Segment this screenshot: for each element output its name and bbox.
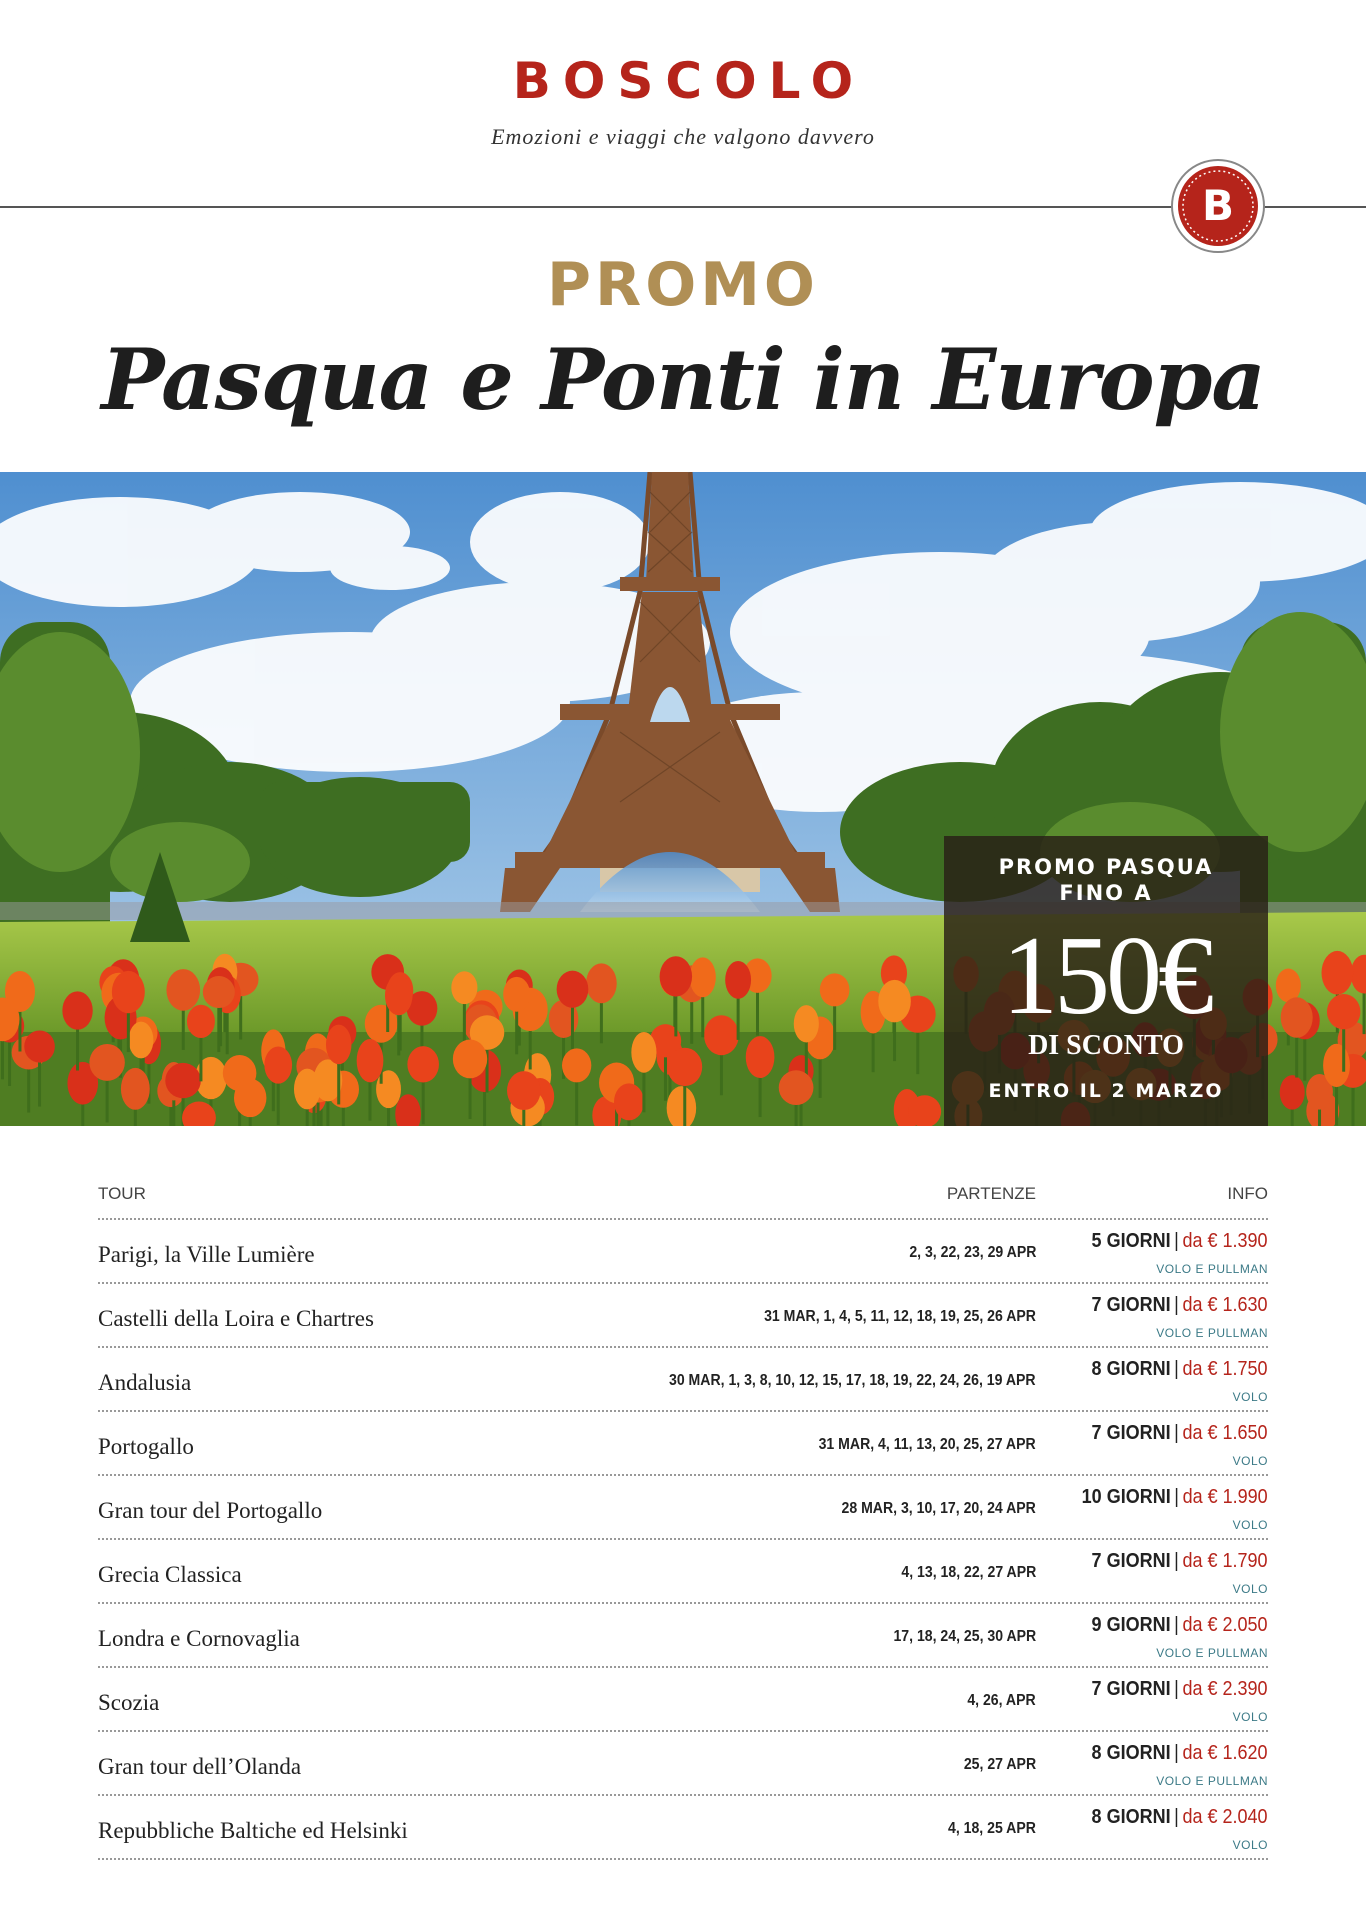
- tulip-flower: [1280, 1075, 1305, 1110]
- tulip-flower: [794, 1005, 819, 1042]
- table-body: [98, 1220, 1268, 1860]
- tour-name: Scozia: [98, 1690, 160, 1715]
- tour-departures: 31 MAR, 4, 11, 13, 20, 25, 27 APR: [818, 1436, 1036, 1453]
- info-separator: |: [1174, 1806, 1180, 1828]
- table-row: [98, 1540, 1268, 1604]
- tulip-flower: [631, 1032, 656, 1073]
- tulip-flower: [129, 1022, 154, 1059]
- info-separator: |: [1174, 1294, 1180, 1316]
- tulip-flower: [746, 1036, 775, 1078]
- tulip-flower: [507, 1071, 541, 1110]
- tour-name: Londra e Cornovaglia: [98, 1626, 300, 1651]
- tour-name: Grecia Classica: [98, 1562, 242, 1587]
- promo-line-2: FINO A: [1059, 881, 1153, 905]
- tulip-flower: [704, 1015, 739, 1055]
- tulip-flower: [614, 1083, 644, 1120]
- tour-info: [1092, 1230, 1268, 1253]
- tour-departures: 4, 26, APR: [967, 1692, 1036, 1709]
- tour-info: [1092, 1422, 1268, 1445]
- table-row: [98, 1284, 1268, 1348]
- tour-name: Parigi, la Ville Lumière: [98, 1242, 315, 1267]
- tour-transport: VOLO: [1232, 1518, 1268, 1532]
- tour-name: Castelli della Loira e Chartres: [98, 1306, 374, 1331]
- header-departures: PARTENZE: [946, 1184, 1036, 1203]
- tour-duration: 8 GIORNI: [1092, 1742, 1172, 1764]
- header-divider: [0, 206, 1366, 208]
- tour-duration: 7 GIORNI: [1092, 1422, 1172, 1444]
- tour-price: da € 1.630: [1182, 1294, 1268, 1316]
- tour-price: da € 1.620: [1182, 1742, 1268, 1764]
- header: [0, 0, 1366, 230]
- tour-name: Portogallo: [98, 1434, 194, 1459]
- table-row: [98, 1220, 1268, 1284]
- promo-deadline: ENTRO IL 2 MARZO: [988, 1080, 1224, 1102]
- info-separator: |: [1174, 1422, 1180, 1444]
- tour-departures: 25, 27 APR: [963, 1756, 1036, 1773]
- tulip-flower: [1327, 994, 1360, 1029]
- tour-duration: 10 GIORNI: [1082, 1486, 1172, 1508]
- tour-departures: 17, 18, 24, 25, 30 APR: [893, 1628, 1036, 1645]
- tour-duration: 7 GIORNI: [1092, 1550, 1172, 1572]
- tulip-flower: [562, 1048, 591, 1082]
- promo-discount-text: DI SCONTO: [1028, 1030, 1184, 1061]
- info-separator: |: [1174, 1678, 1180, 1700]
- tulip-flower: [24, 1030, 55, 1062]
- info-separator: |: [1174, 1742, 1180, 1764]
- tulip-flower: [586, 963, 617, 1003]
- table-row: [98, 1604, 1268, 1668]
- tour-info: [1092, 1550, 1268, 1573]
- tour-name: Andalusia: [98, 1370, 192, 1395]
- tour-transport: VOLO: [1232, 1838, 1268, 1852]
- tulip-flower: [407, 1046, 439, 1082]
- tulip-flower: [234, 1079, 266, 1117]
- page-title: Pasqua e Ponti in Europa: [101, 330, 1265, 429]
- tour-duration: 8 GIORNI: [1092, 1358, 1172, 1380]
- tour-name: Gran tour del Portogallo: [98, 1498, 323, 1523]
- tour-price: da € 1.650: [1182, 1422, 1268, 1444]
- tour-info: [1092, 1358, 1268, 1381]
- tulip-flower: [820, 973, 850, 1006]
- tour-duration: 5 GIORNI: [1092, 1230, 1172, 1252]
- tour-name: Gran tour dell’Olanda: [98, 1754, 302, 1779]
- tour-departures: 31 MAR, 1, 4, 5, 11, 12, 18, 19, 25, 26 APR: [764, 1308, 1036, 1325]
- table-row: [98, 1476, 1268, 1540]
- tulip-flower: [725, 961, 751, 999]
- tour-table: [98, 1172, 1268, 1860]
- tour-departures: 4, 13, 18, 22, 27 APR: [901, 1564, 1036, 1581]
- header-tour: TOUR: [98, 1184, 146, 1203]
- tour-departures: 4, 18, 25 APR: [948, 1820, 1036, 1837]
- tour-price: da € 2.040: [1182, 1806, 1268, 1828]
- tulip-flower: [690, 957, 716, 997]
- tour-transport: VOLO: [1232, 1454, 1268, 1468]
- tulip-flower: [557, 971, 589, 1008]
- tulip-flower: [62, 991, 92, 1029]
- tulip-flower: [1323, 1044, 1350, 1087]
- info-separator: |: [1174, 1358, 1180, 1380]
- tour-departures: 30 MAR, 1, 3, 8, 10, 12, 15, 17, 18, 19, 22, 24, 26, 19 APR: [669, 1372, 1036, 1389]
- table-row: [98, 1732, 1268, 1796]
- tour-departures: 28 MAR, 3, 10, 17, 20, 24 APR: [841, 1500, 1036, 1517]
- tour-duration: 9 GIORNI: [1092, 1614, 1172, 1636]
- tour-price: da € 1.750: [1182, 1358, 1268, 1380]
- tour-info: [1092, 1678, 1268, 1701]
- tour-duration: 8 GIORNI: [1092, 1806, 1172, 1828]
- tour-transport: VOLO: [1232, 1390, 1268, 1404]
- tour-name: Repubbliche Baltiche ed Helsinki: [98, 1818, 408, 1843]
- tulip-flower: [1322, 951, 1354, 995]
- tulip-flower: [660, 956, 692, 996]
- tour-transport: VOLO E PULLMAN: [1156, 1646, 1268, 1660]
- tulip-flower: [187, 1005, 215, 1038]
- info-separator: |: [1174, 1614, 1180, 1636]
- tour-transport: VOLO E PULLMAN: [1156, 1262, 1268, 1276]
- tulip-flower: [1276, 969, 1301, 1003]
- promo-amount: 150€: [1002, 914, 1210, 1038]
- header-info: INFO: [1227, 1184, 1268, 1203]
- info-separator: |: [1174, 1550, 1180, 1572]
- table-header: [98, 1172, 1268, 1220]
- tour-info: [1092, 1806, 1268, 1829]
- tulip-flower: [1281, 997, 1313, 1037]
- tour-price: da € 1.390: [1182, 1230, 1268, 1252]
- promo-discount-box: [944, 836, 1268, 1126]
- brand-logo: BOSCOLO: [512, 52, 866, 110]
- tour-transport: VOLO E PULLMAN: [1156, 1326, 1268, 1340]
- promo-line-1: PROMO PASQUA: [998, 855, 1214, 879]
- tulip-flower: [264, 1046, 292, 1083]
- info-separator: |: [1174, 1230, 1180, 1252]
- tour-transport: VOLO: [1232, 1582, 1268, 1596]
- tour-price: da € 2.050: [1182, 1614, 1268, 1636]
- tulip-flower: [667, 1048, 702, 1086]
- tulip-flower: [166, 969, 200, 1011]
- tulip-flower: [385, 976, 413, 1016]
- tulip-flower: [779, 1070, 814, 1105]
- tulip-flower: [357, 1039, 384, 1082]
- tulip-flower: [451, 971, 477, 1004]
- hero-image: [0, 472, 1366, 1126]
- brand-badge-icon: [1170, 158, 1266, 254]
- tour-transport: VOLO E PULLMAN: [1156, 1774, 1268, 1788]
- tour-duration: 7 GIORNI: [1092, 1678, 1172, 1700]
- tour-info: [1092, 1742, 1268, 1765]
- tulip-flower: [453, 1040, 487, 1079]
- tour-duration: 7 GIORNI: [1092, 1294, 1172, 1316]
- tulip-flower: [121, 1068, 150, 1110]
- promo-label: PROMO: [547, 250, 819, 320]
- table-row: [98, 1668, 1268, 1732]
- tulip-flower: [878, 980, 911, 1022]
- table-row: [98, 1412, 1268, 1476]
- tour-transport: VOLO: [1232, 1710, 1268, 1724]
- brand-tagline: Emozioni e viaggi che valgono davvero: [491, 124, 875, 149]
- tour-price: da € 2.390: [1182, 1678, 1268, 1700]
- tour-price: da € 1.990: [1182, 1486, 1268, 1508]
- svg-text:B: B: [1201, 181, 1235, 230]
- tulip-flower: [203, 976, 235, 1008]
- tulip-flower: [165, 1063, 201, 1098]
- table-row: [98, 1348, 1268, 1412]
- tour-departures: 2, 3, 22, 23, 29 APR: [908, 1244, 1036, 1261]
- table-row: [98, 1796, 1268, 1860]
- tulip-flower: [112, 971, 145, 1013]
- tulip-flower: [89, 1044, 124, 1081]
- tour-info: [1092, 1294, 1268, 1317]
- tulip-flower: [503, 977, 530, 1012]
- tour-price: da € 1.790: [1182, 1550, 1268, 1572]
- info-separator: |: [1174, 1486, 1180, 1508]
- tour-info: [1082, 1486, 1268, 1509]
- tour-info: [1092, 1614, 1268, 1637]
- tulip-flower: [326, 1025, 351, 1065]
